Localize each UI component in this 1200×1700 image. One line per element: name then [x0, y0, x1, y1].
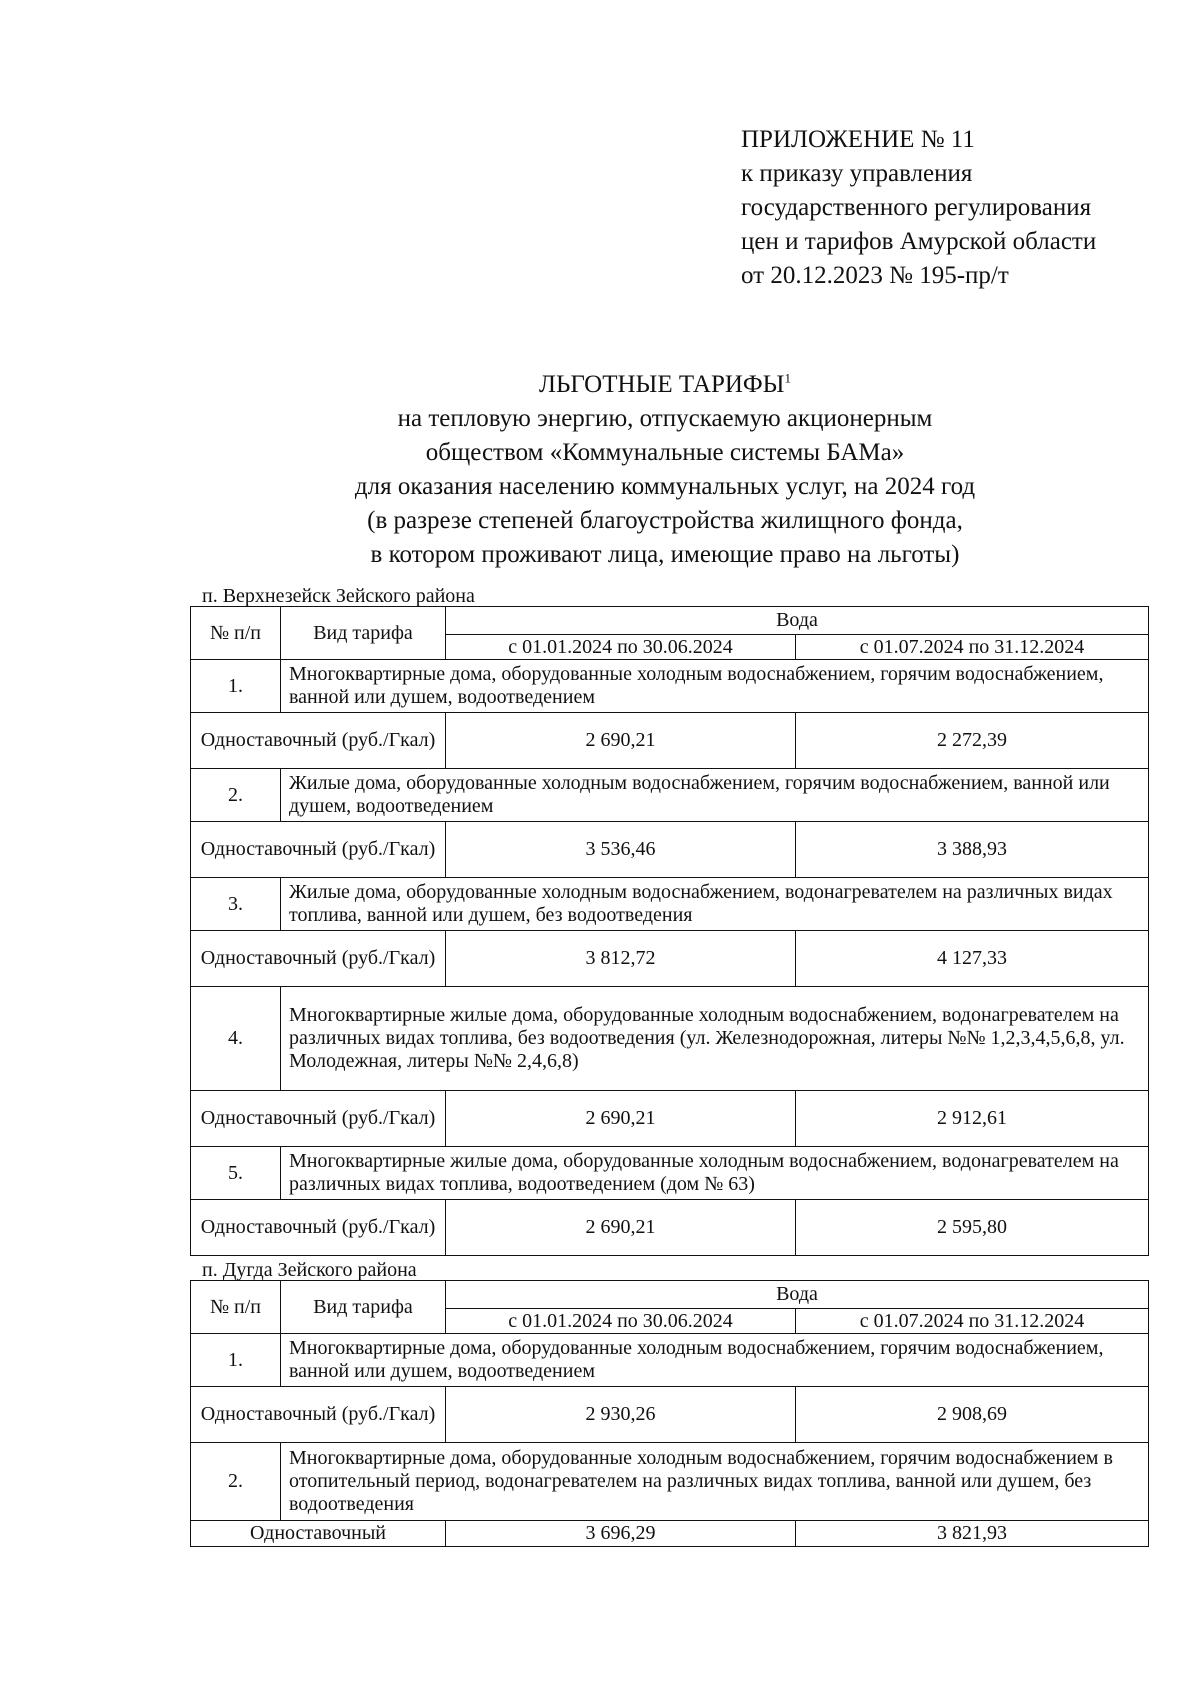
tariff-type: Одноставочный (руб./Гкал) [191, 1091, 446, 1147]
col-header-period-1: с 01.01.2024 по 30.06.2024 [446, 635, 796, 660]
appendix-line: к приказу управления [741, 160, 973, 187]
appendix-line: государственного регулирования [741, 194, 1092, 221]
col-header-kind: Вид тарифа [281, 607, 446, 660]
row-description: Многоквартирные жилые дома, оборудованные холодным водоснабжением, водонагревателем на различных видах топлива, без водоотведения (ул. Железнодорожная, литеры №№ 1,2,3,4,5,6,8, ул. Молодежная, литеры №№ 2,4,6,8) [281, 987, 1149, 1091]
value-period-2: 3 388,93 [796, 822, 1149, 878]
value-period-1: 2 690,21 [446, 1200, 796, 1256]
col-header-group: Вода [446, 607, 1149, 635]
table-row [191, 1443, 1149, 1521]
row-number: 5. [191, 1147, 281, 1200]
value-period-1: 3 536,46 [446, 822, 796, 878]
location-label: п. Дугда Зейского района [202, 1259, 417, 1281]
tariff-table [190, 606, 1149, 1256]
title-text: ЛЬГОТНЫЕ ТАРИФЫ [539, 371, 785, 398]
col-header-period-2: с 01.07.2024 по 31.12.2024 [796, 635, 1149, 660]
tariff-type: Одноставочный (руб./Гкал) [191, 822, 446, 878]
row-number: 1. [191, 660, 281, 713]
value-period-1: 3 812,72 [446, 931, 796, 987]
table-row [191, 1521, 1149, 1547]
table-row [191, 878, 1149, 931]
tariff-type: Одноставочный (руб./Гкал) [191, 713, 446, 769]
table-row [191, 713, 1149, 769]
row-number: 1. [191, 1334, 281, 1387]
appendix-title: ПРИЛОЖЕНИЕ № 11 [741, 126, 975, 153]
appendix-date: от 20.12.2023 № 195-пр/т [741, 262, 1009, 289]
col-header-kind: Вид тарифа [281, 1281, 446, 1334]
row-number: 3. [191, 878, 281, 931]
table-row [191, 931, 1149, 987]
col-header-group: Вода [446, 1281, 1149, 1309]
row-number: 2. [191, 1443, 281, 1521]
value-period-2: 2 908,69 [796, 1387, 1149, 1443]
table-row [191, 987, 1149, 1091]
row-number: 4. [191, 987, 281, 1091]
tariff-type: Одноставочный [191, 1521, 446, 1547]
value-period-1: 2 930,26 [446, 1387, 796, 1443]
col-header-period-2: с 01.07.2024 по 31.12.2024 [796, 1309, 1149, 1334]
value-period-2: 2 595,80 [796, 1200, 1149, 1256]
tariff-type: Одноставочный (руб./Гкал) [191, 1387, 446, 1443]
appendix-line: цен и тарифов Амурской области [741, 228, 1097, 255]
tariff-type: Одноставочный (руб./Гкал) [191, 931, 446, 987]
heading-line: в котором проживают лица, имеющие право на льготы) [370, 541, 960, 568]
table-row [191, 1200, 1149, 1256]
table-row [191, 660, 1149, 713]
table-row [191, 1147, 1149, 1200]
row-description: Многоквартирные дома, оборудованные холодным водоснабжением, горячим водоснабжением, ванной или душем, водоотведением [281, 1334, 1149, 1387]
table-row [191, 1091, 1149, 1147]
location-label: п. Верхнезейск Зейского района [202, 585, 475, 607]
heading-line: (в разрезе степеней благоустройства жилищного фонда, [367, 507, 963, 534]
row-description: Многоквартирные жилые дома, оборудованные холодным водоснабжением, водонагревателем на различных видах топлива, водоотведением (дом № 63) [281, 1147, 1149, 1200]
document-heading [0, 368, 1200, 572]
table-row [191, 1387, 1149, 1443]
tariff-table [190, 1280, 1149, 1547]
appendix-block [741, 123, 1096, 293]
document-title [0, 368, 1200, 402]
heading-line: на тепловую энергию, отпускаемую акционерным [397, 405, 933, 432]
tariff-type: Одноставочный (руб./Гкал) [191, 1200, 446, 1256]
row-description: Многоквартирные дома, оборудованные холодным водоснабжением, горячим водоснабжением, ванной или душем, водоотведением [281, 660, 1149, 713]
value-period-2: 4 127,33 [796, 931, 1149, 987]
table-row [191, 769, 1149, 822]
table-row [191, 1334, 1149, 1387]
row-number: 2. [191, 769, 281, 822]
row-description: Жилые дома, оборудованные холодным водоснабжением, горячим водоснабжением, ванной или душем, водоотведением [281, 769, 1149, 822]
value-period-2: 3 821,93 [796, 1521, 1149, 1547]
value-period-2: 2 912,61 [796, 1091, 1149, 1147]
row-description: Многоквартирные дома, оборудованные холодным водоснабжением, горячим водоснабжением в отопительный период, водонагревателем на различных видах топлива, ванной или душем, без водоотведения [281, 1443, 1149, 1521]
col-header-num: № п/п [191, 1281, 281, 1334]
col-header-period-1: с 01.01.2024 по 30.06.2024 [446, 1309, 796, 1334]
row-description: Жилые дома, оборудованные холодным водоснабжением, водонагревателем на различных видах топлива, ванной или душем, без водоотведения [281, 878, 1149, 931]
heading-line: для оказания населению коммунальных услуг, на 2024 год [354, 473, 976, 500]
footnote-mark: 1 [784, 370, 791, 386]
table-row [191, 822, 1149, 878]
value-period-1: 2 690,21 [446, 1091, 796, 1147]
heading-line: обществом «Коммунальные системы БАМа» [425, 439, 905, 466]
value-period-1: 2 690,21 [446, 713, 796, 769]
value-period-1: 3 696,29 [446, 1521, 796, 1547]
col-header-num: № п/п [191, 607, 281, 660]
value-period-2: 2 272,39 [796, 713, 1149, 769]
